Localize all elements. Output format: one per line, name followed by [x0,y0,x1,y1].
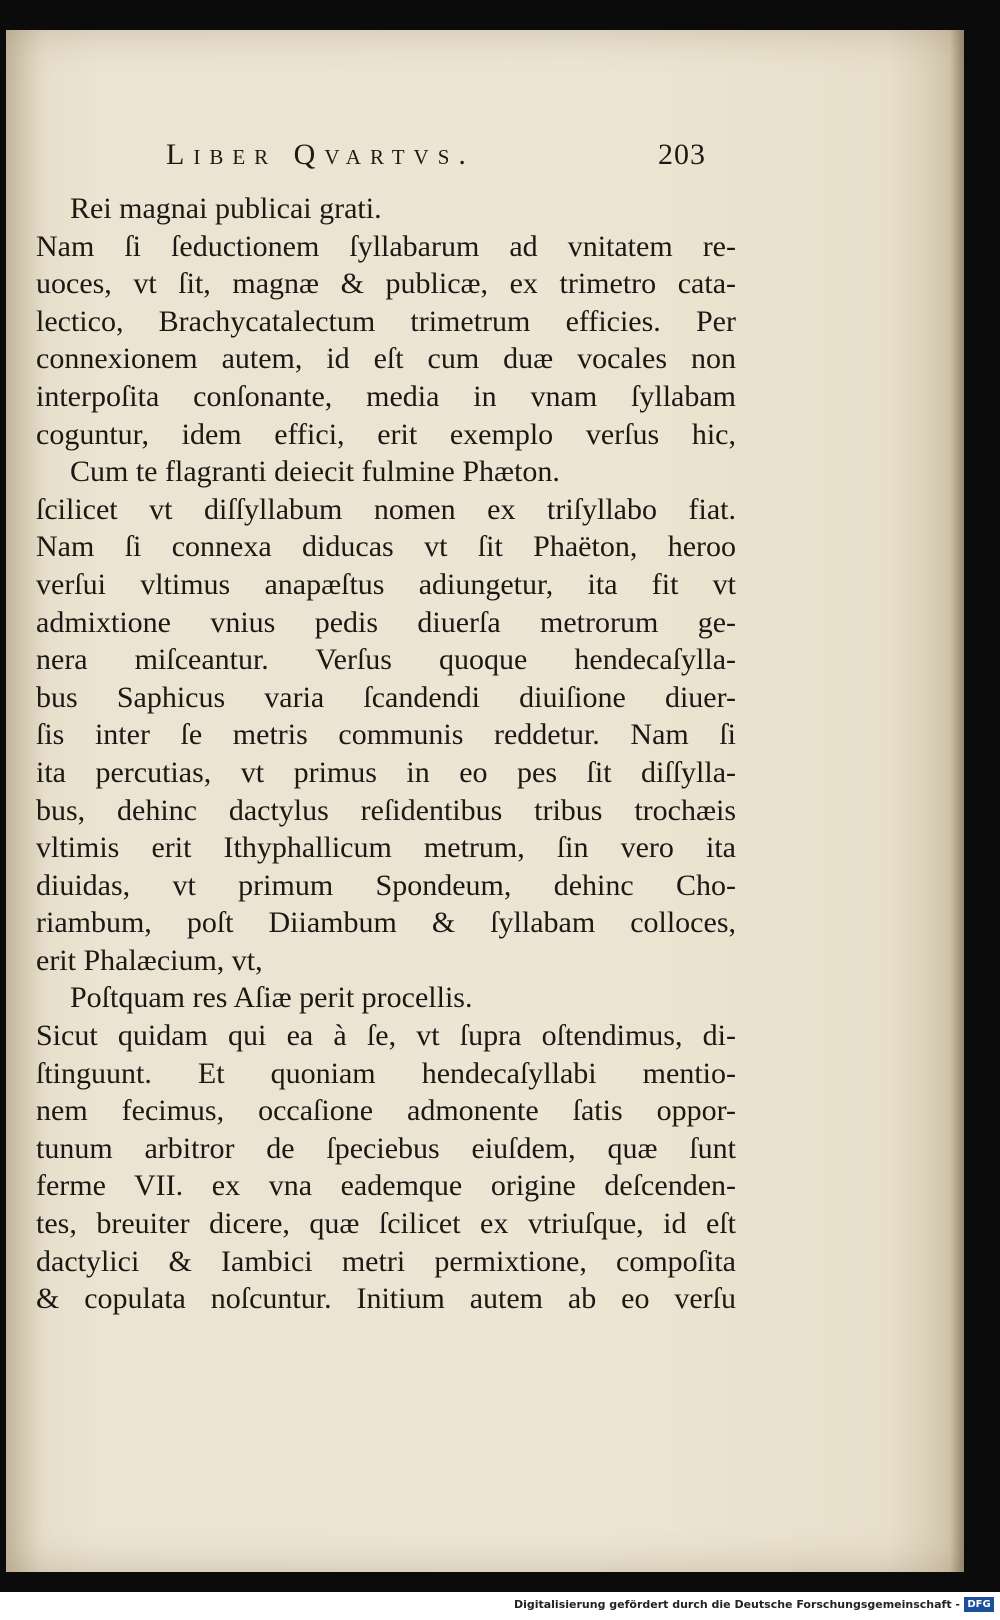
text-line: bus Saphicus varia ſcandendi diuiſione diuer- [36,680,736,714]
text-line: coguntur, idem effici, erit exemplo verſus hic, [36,417,736,451]
funding-credit: Digitalisierung gefördert durch die Deutsche Forschungsgemeinschaft - [513,1598,960,1611]
text-line: ſis inter ſe metris communis reddetur. Nam ſi [36,718,736,752]
text-line: Rei magnai publicai grati. [70,192,382,225]
text-line: uoces, vt ſit, magnæ & publicæ, ex trimetro cata- [36,267,736,301]
page-number: 203 [658,138,706,171]
text-line: nem fecimus, occaſione admonente ſatis oppor- [36,1094,736,1128]
text-line: connexionem autem, id eſt cum duæ vocales non [36,342,736,376]
text-line: ferme VII. ex vna eademque origine deſcenden- [36,1169,736,1203]
text-line: lectico, Brachycatalectum trimetrum efficies. Per [36,304,736,338]
text-line: admixtione vnius pedis diuerſa metrorum ge- [36,605,736,639]
text-line: ita percutias, vt primus in eo pes ſit diſſylla- [36,755,736,789]
text-line: erit Phalæcium, vt, [36,943,263,977]
digitization-footer [0,1592,1000,1620]
text-line: & copulata noſcuntur. Initium autem ab eo verſu [36,1282,736,1316]
body-text [36,190,736,1318]
text-line: nera miſceantur. Verſus quoque hendecaſylla- [36,643,736,677]
text-line: Poſtquam res Aſiæ perit procellis. [70,981,473,1015]
running-head-title: Liber Qvartvs. [166,138,475,171]
text-line: tes, breuiter dicere, quæ ſcilicet ex vtriuſque, id eſt [36,1207,736,1241]
text-line: tunum arbitror de ſpeciebus eiuſdem, quæ ſunt [36,1131,736,1165]
running-head [166,138,726,178]
text-line: verſui vltimus anapæſtus adiungetur, ita fit vt [36,567,736,601]
text-line: Cum te flagranti deiecit fulmine Phæton. [70,455,560,489]
text-line: Sicut quidam qui ea à ſe, vt ſupra oſtendimus, di- [36,1019,736,1053]
text-line: riambum, poſt Diiambum & ſyllabam colloces, [36,906,736,940]
text-line: Nam ſi connexa diducas vt ſit Phaëton, heroo [36,530,736,564]
text-line: dactylici & Iambici metri permixtione, compoſita [36,1244,736,1278]
text-line: interpoſita conſonante, media in vnam ſyllabam [36,379,736,413]
text-line: diuidas, vt primum Spondeum, dehinc Cho- [36,868,736,902]
book-page [6,30,964,1572]
text-line: Nam ſi ſeductionem ſyllabarum ad vnitatem re- [36,229,736,263]
text-line: bus, dehinc dactylus reſidentibus tribus trochæis [36,793,736,827]
text-line: ſcilicet vt diſſyllabum nomen ex triſyllabo fiat. [36,492,736,526]
text-line: vltimis erit Ithyphallicum metrum, ſin vero ita [36,831,736,865]
text-line: ſtinguunt. Et quoniam hendecaſyllabi mentio- [36,1056,736,1090]
page-edge-shadow [950,30,964,1572]
dfg-logo: DFG [964,1597,994,1612]
